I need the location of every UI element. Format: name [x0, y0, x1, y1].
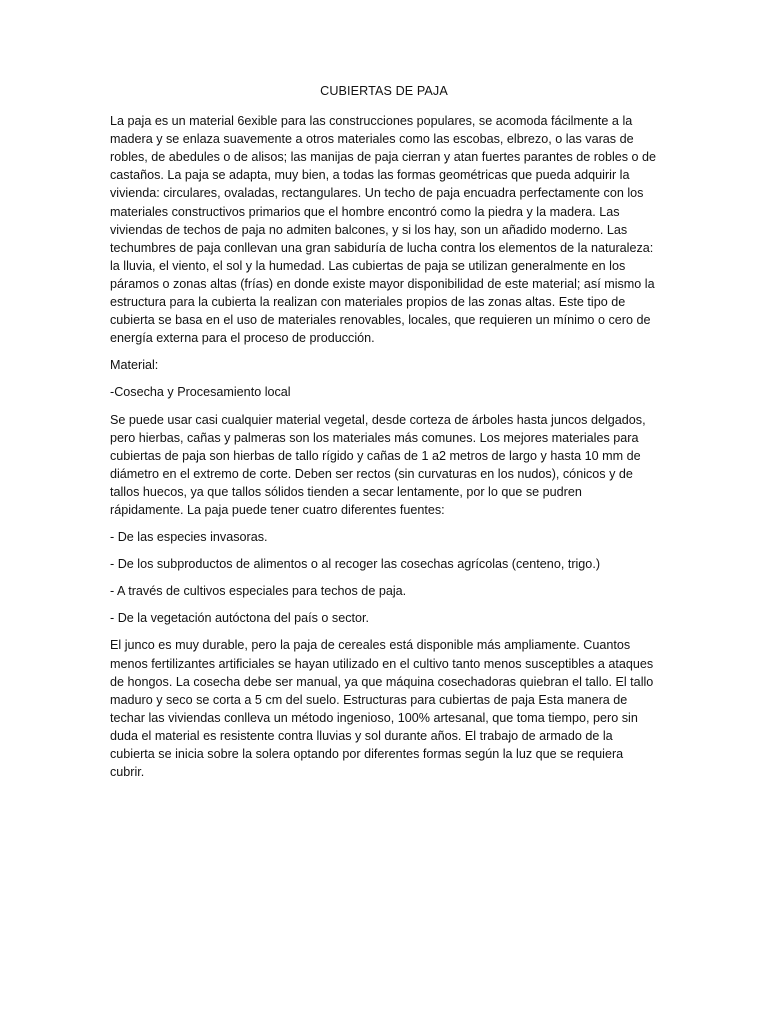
- document-page: [110, 82, 658, 790]
- source-bullet-invasive: - De las especies invasoras.: [110, 530, 268, 545]
- document-title: CUBIERTAS DE PAJA: [320, 84, 448, 98]
- materials-paragraph: Se puede usar casi cualquier material vegetal, desde corteza de árboles hasta juncos delgados, pero hierbas, cañas y palmeras son los materiales más comunes. Los mejores materiales para cubiertas de paja son hierbas de tallo rígido y cañas de 1 a2 metros de largo y hasta 10 mm de diámetro en el extremo de corte. Deben ser rectos (sin curvaturas en los nudos), cónicos y de tallos huecos, ya que tallos sólidos tienden a secar lentamente, por lo que se pudren rápidamente. La paja puede tener cuatro diferentes fuentes:: [110, 412, 646, 517]
- source-bullet-crops: - A través de cultivos especiales para techos de paja.: [110, 584, 407, 599]
- material-heading: Material:: [110, 358, 159, 373]
- source-bullet-byproducts: - De los subproductos de alimentos o al recoger las cosechas agrícolas (centeno, trigo.): [110, 557, 601, 572]
- intro-paragraph: La paja es un material 6exible para las construcciones populares, se acomoda fácilmente a la madera y se enlaza suavemente a otros materiales como las escobas, elbrezo, o las varas de robles, de abedules o de alisos; las manijas de paja cierran y atan fuertes parantes de robles o de castaños. La paja se adapta, muy bien, a todas las formas geométricas que pueda adquirir la vivienda: circulares, ovaladas, rectangulares. Un techo de paja encuadra perfectamente con los materiales constructivos primarios que el hombre encontró como la piedra y la madera. Las viviendas de techos de paja no admiten balcones, y si los hay, son un añadido moderno. Las techumbres de paja conllevan una gran sabiduría de lucha contra los elementos de la naturaleza: la lluvia, el viento, el sol y la humedad. Las cubiertas de paja se utilizan generalmente en los páramos o zonas altas (frías) en donde existe mayor disponibilidad de este material; así mismo la estructura para la cubierta la realizan con materiales propios de las zonas altas. Este tipo de cubierta se basa en el uso de materiales renovables, locales, que requieren un mínimo o cero de energía externa para el proceso de producción.: [110, 114, 657, 346]
- harvest-subheading: -Cosecha y Procesamiento local: [110, 385, 291, 400]
- durability-paragraph: El junco es muy durable, pero la paja de cereales está disponible más ampliamente. Cuantos menos fertilizantes artificiales se hayan utilizado en el cultivo tanto menos susceptibles a ataques de hongos. La cosecha debe ser manual, ya que máquina cosechadoras quiebran el tallo. El tallo maduro y seco se corta a 5 cm del suelo. Estructuras para cubiertas de paja Esta manera de techar las viviendas conlleva un método ingenioso, 100% artesanal, que toma tiempo, pero sin duda el material es resistente contra lluvias y sol durante años. El trabajo de armado de la cubierta se inicia sobre la solera optando por diferentes formas según la luz que se requiera cubrir.: [110, 638, 654, 780]
- source-bullet-native: - De la vegetación autóctona del país o sector.: [110, 611, 370, 626]
